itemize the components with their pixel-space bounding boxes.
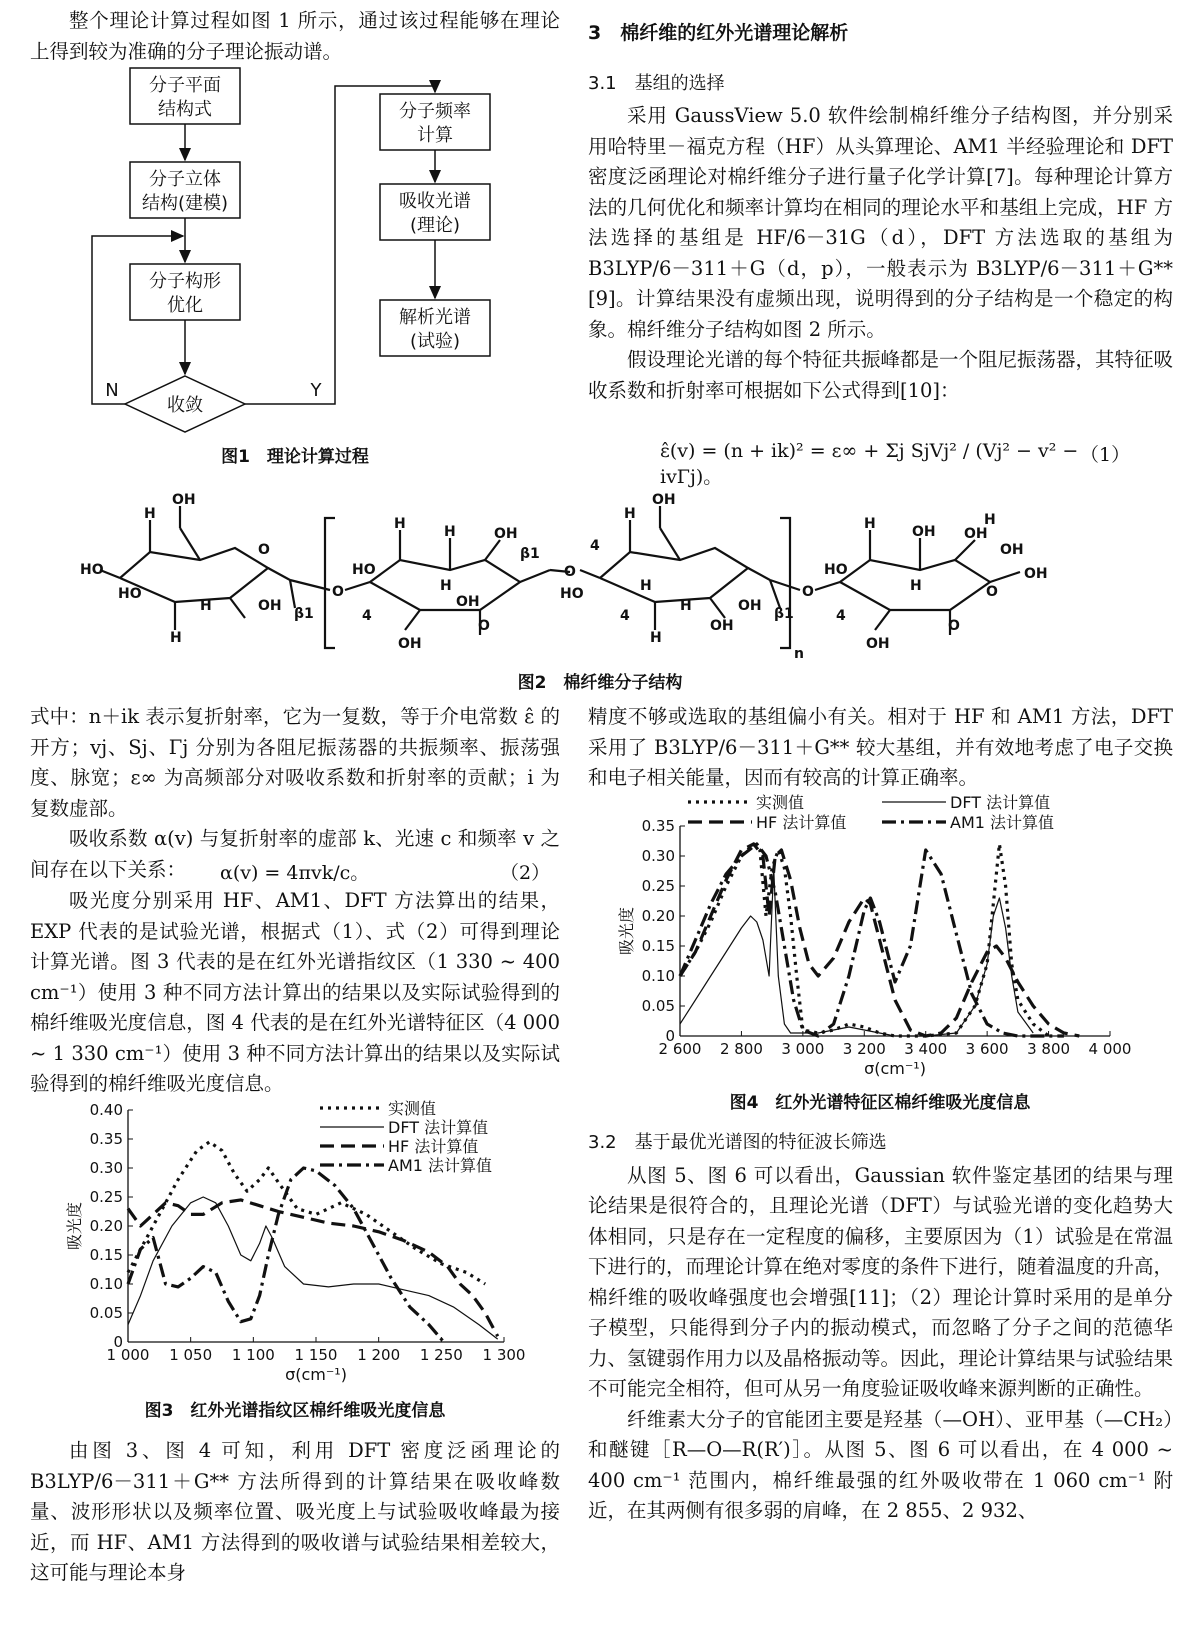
series-line [128,1168,444,1342]
atom-label: O [564,564,576,580]
flowchart [30,66,560,476]
atom-label: OH [866,636,890,652]
atom-label: H [440,578,452,594]
y-tick-label: 0.10 [89,1275,123,1293]
y-tick-label: 0.35 [89,1130,123,1148]
atom-label: H [910,578,922,594]
y-tick-label: 0.15 [89,1246,123,1264]
basis-paragraph: 采用 GaussView 5.0 软件绘制棉纤维分子结构图，并分别采用哈特里－福克方程（HF）从头算理论、AM1 半经验理论和 DFT 密度泛函理论对棉纤维分子进行量子化学计算[7]。每种理论计算方法的几何优化和频率计算均在相同的理论水平和基组上完成，HF 方法选择的基组是 HF/6－31G（d），DFT 方法选取的基组为 B3LYP/6－311＋G（d，p），一般表示为 B3LYP/6－311＋G** [9]。计算结果没有虚频出现，说明得到的分子结构是一个稳定的构象。棉纤维分子结构如图 2 所示。 [588,104,1173,341]
y-tick-label: 0.20 [89,1217,123,1235]
x-tick-label: 1 000 [106,1346,150,1364]
atom-label: H [144,506,156,522]
legend-entry: AM1 法计算值 [388,1156,493,1175]
atom-label: H [624,506,636,522]
x-tick-label: 2 800 [719,1040,763,1058]
legend-entry: HF 法计算值 [388,1137,479,1156]
atom-label: OH [258,598,282,614]
atom-label: H [680,598,692,614]
flow-box-label: 分子平面 [149,75,221,96]
figure2-caption: 图2 棉纤维分子结构 [517,673,683,693]
y-tick-label: 0 [665,1027,675,1045]
atom-label: O [948,618,960,634]
wavelength-paragraph: 从图 5、图 6 可以看出，Gaussian 软件鉴定基团的结果与理论结果是很符合的，且理论光谱（DFT）与试验光谱的变化趋势大体相同，只是存在一定程度的偏移，主要原因为（1）试验是在常温下进行的，而理论计算在绝对零度的条件下进行，随着温度的升高，棉纤维的吸收峰强度也会增强[11]；（2）理论计算时采用的是单分子模型，只能得到分子内的振动模式，而忽略了分子之间的范德华力、氢键弱作用力以及晶格振动等。因此，理论计算结果与试验结果不可能完全相符，但可从另一角度验证吸收峰来源判断的正确性。 [588,1163,1174,1400]
atom-label: O [332,584,344,600]
flow-box-label: 分子频率 [399,101,471,122]
continuation-paragraph: 精度不够或选取的基组偏小有关。相对于 HF 和 AM1 方法，DFT 采用了 B3LYP/6－311＋G** 较大基组，并有效地考虑了电子交换和电子相关能量，因而有较高的计算正确率。 [588,705,1173,789]
atom-label: H [984,512,996,528]
atom-label: 4 [836,608,846,624]
atom-label: H [864,516,876,532]
atom-label: HO [118,586,142,602]
y-tick-label: 0.40 [89,1101,123,1119]
figure4-chart [617,793,1150,1084]
flow-box-label: 优化 [167,295,203,316]
flow-no-label: N [105,380,119,401]
x-tick-label: 1 250 [419,1346,463,1364]
equation-2-number: （2） [500,862,551,884]
atom-label: β1 [294,606,314,622]
figure3-caption: 图3 红外光谱指纹区棉纤维吸光度信息 [144,1401,446,1421]
x-tick-label: 1 300 [482,1346,526,1364]
figure4-caption: 图4 红外光谱特征区棉纤维吸光度信息 [729,1093,1031,1113]
legend-entry: DFT 法计算值 [950,793,1051,812]
atom-label: OH [172,492,196,508]
atom-label: HO [824,562,848,578]
x-tick-label: 4 000 [1088,1040,1132,1058]
atom-label: H [640,578,652,594]
series-line [680,844,1049,1036]
y-tick-label: 0.30 [641,847,675,865]
legend-entry: DFT 法计算值 [388,1118,489,1137]
atom-label: H [170,630,182,646]
atom-label: H [650,630,662,646]
left-top-text [30,6,560,67]
x-tick-label: 1 050 [169,1346,213,1364]
flow-box-label: 结构式 [158,99,212,120]
atom-label: HO [560,586,584,602]
atom-label: OH [710,618,734,634]
legend-entry: 实测值 [756,793,805,812]
y-tick-label: 0.05 [89,1304,123,1322]
series-line [680,844,1079,1036]
section-title: 3 棉纤维的红外光谱理论解析 [588,22,849,44]
absorbance-paragraph: 吸光度分别采用 HF、AM1、DFT 方法算出的结果，EXP 代表的是试验光谱，根据式（1）、式（2）可得到理论计算光谱。图 3 代表的是在红外光谱指纹区（1 330 ~ 400 cm⁻¹）使用 3 种不同方法计算出的结果以及实际试验得到的棉纤维吸光度信息，图 4 代表的是在红外光谱特征区（4 000 ~ 1 330 cm⁻¹）使用 3 种不同方法计算出的结果以及实际试验得到的棉纤维吸光度信息。 [30,889,560,1095]
flow-box-label: (理论) [409,215,461,236]
atom-label: OH [494,526,518,542]
x-axis-label: σ(cm⁻¹) [285,1365,347,1384]
left-mid-text-2 [30,886,560,1100]
legend-entry: 实测值 [388,1099,437,1118]
intro-paragraph: 整个理论计算过程如图 1 所示，通过该过程能够在理论上得到较为准确的分子理论振动谱。 [30,9,560,63]
y-tick-label: 0 [113,1333,123,1351]
flow-box-label: 结构(建模) [141,193,229,214]
subsection-title-2: 3.2 基于最优光谱图的特征波长筛选 [588,1132,887,1153]
functional-group-paragraph: 纤维素大分子的官能团主要是羟基（—OH）、亚甲基（—CH₂）和醚键［R—O—R(R′)］。从图 5、图 6 可以看出，在 4 000 ~ 400 cm⁻¹ 范围内，棉纤维最强的红外吸收带在 1 060 cm⁻¹ 附近，在其两侧有很多弱的肩峰，在 2 855、2 932、 [588,1407,1173,1522]
flow-box-label: 分子构形 [149,271,221,292]
series-line [680,844,1064,1036]
series-line [128,1200,498,1336]
atom-label: 4 [620,608,630,624]
y-tick-label: 0.35 [641,817,675,835]
y-tick-label: 0.10 [641,967,675,985]
x-tick-label: 3 600 [965,1040,1009,1058]
oscillator-paragraph: 假设理论光谱的每个特征共振峰都是一个阻尼振荡器，其特征吸收系数和折射率可根据如下公式得到[10]： [588,348,1174,402]
y-tick-label: 0.15 [641,937,675,955]
atom-label: HO [80,562,104,578]
figure3-chart [30,1098,560,1398]
atom-label: 4 [590,538,600,554]
flow-yes-label: Y [310,380,322,401]
flow-box-label: 吸收光谱 [399,191,471,212]
atom-label: O [258,542,270,558]
y-tick-label: 0.25 [641,877,675,895]
flow-box-label: (试验) [409,331,461,352]
atom-label: O [478,618,490,634]
atom-label: O [802,584,814,600]
equation-2: α(v) = 4πvk/c。 [220,862,370,884]
atom-label: β1 [774,606,794,622]
x-tick-label: 1 100 [231,1346,275,1364]
atom-label: 4 [362,608,372,624]
atom-label: β1 [520,546,540,562]
x-tick-label: 3 800 [1027,1040,1071,1058]
left-bottom-text [30,1436,560,1589]
comparison-paragraph: 由图 3、图 4 可知，利用 DFT 密度泛函理论的 B3LYP/6－311＋G** 方法所得到的计算结果在吸收峰数量、波形形状以及频率位置、吸光度上与试验吸收峰最为接近，而 HF、AM1 方法得到的吸收谱与试验结果相差较大，这可能与理论本身 [30,1439,560,1584]
right-top-text [588,18,1173,406]
y-axis-label: 吸光度 [617,906,636,956]
flow-box-label: 解析光谱 [399,307,471,328]
x-tick-label: 3 200 [842,1040,886,1058]
right-mid-text [588,702,1173,794]
figure1-caption: 图1 理论计算过程 [221,447,369,467]
flow-decision-label: 收敛 [167,395,203,416]
y-axis-label: 吸光度 [65,1201,84,1251]
flow-box-label: 计算 [417,125,453,146]
right-bottom-text [588,1128,1173,1527]
relation-paragraph: 吸收系数 α(v) 与复折射率的虚部 k、光速 c 和频率 v 之间存在以下关系： [30,827,560,881]
atom-label: O [986,584,998,600]
y-tick-label: 0.30 [89,1159,123,1177]
x-axis-label: σ(cm⁻¹) [864,1059,926,1078]
atom-label: OH [456,594,480,610]
atom-label: n [794,646,804,662]
y-tick-label: 0.20 [641,907,675,925]
legend-entry: HF 法计算值 [756,813,847,832]
x-tick-label: 1 150 [294,1346,338,1364]
atom-label: OH [652,492,676,508]
x-tick-label: 3 400 [904,1040,948,1058]
x-tick-label: 1 200 [357,1346,401,1364]
y-tick-label: 0.25 [89,1188,123,1206]
equation-1-number: （1） [1080,444,1131,466]
cellulose-structure [80,490,1130,665]
atom-label: H [394,516,406,532]
equation-1: ε̂(v) = (n + ik)² = ε∞ + Σj SjVj² / (Vj² − v² − ivΓj)。 [660,440,1079,488]
x-tick-label: 3 000 [781,1040,825,1058]
atom-label: H [444,524,456,540]
atom-label: OH [398,636,422,652]
atom-label: OH [738,598,762,614]
symbol-explanation: 式中：n＋ik 表示复折射率，它为一复数，等于介电常数 ε̂ 的开方；vj、Sj、Γj 分别为各阻尼振荡器的共振频率、振荡强度、脉宽；ε∞ 为高频部分对吸收系数和折射率的贡献；i 为复数虚部。 [30,705,560,820]
atom-label: H [200,598,212,614]
subsection-title: 3.1 基组的选择 [588,72,725,94]
atom-label: HO [352,562,376,578]
atom-label: OH [912,524,936,540]
atom-label: OH [1024,566,1048,582]
y-tick-label: 0.05 [641,997,675,1015]
flow-box-label: 分子立体 [149,169,221,190]
atom-label: OH [964,526,988,542]
atom-label: OH [1000,542,1024,558]
legend-entry: AM1 法计算值 [950,813,1055,832]
x-tick-label: 2 600 [658,1040,702,1058]
